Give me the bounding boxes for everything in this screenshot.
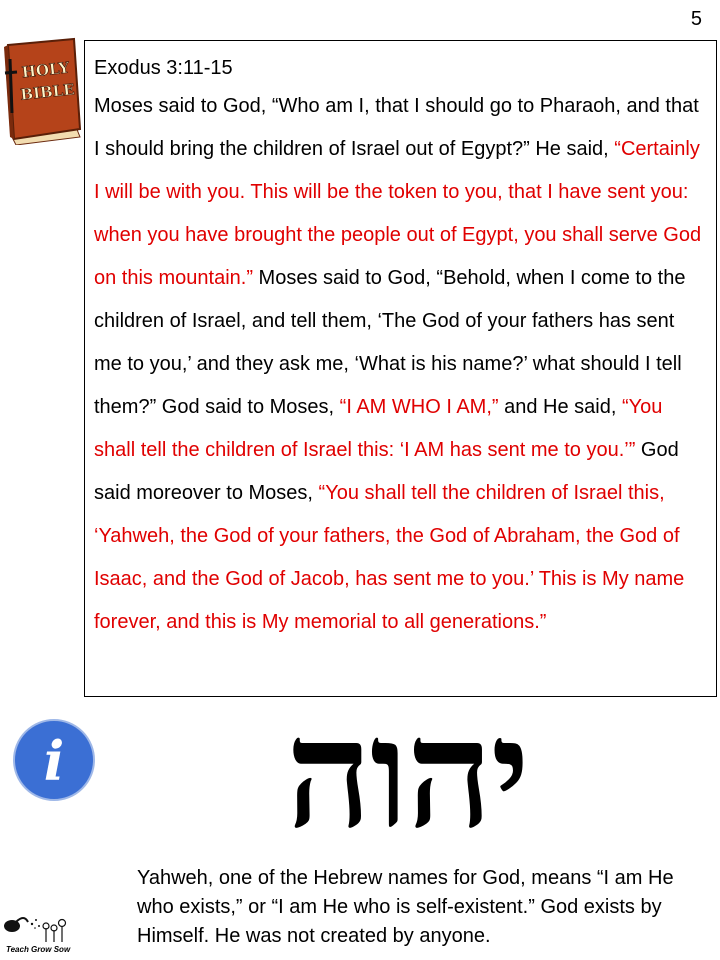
hebrew-name-yhwh: יהוה [285,686,529,862]
scripture-reference: Exodus 3:11-15 [94,57,233,79]
page-number: 5 [690,8,702,30]
passage-segment-red: “You shall tell the children of Israel this, ‘Yahweh, the God of your fathers, the God of Abraham, the God of Isaac, and the God of Jacob, has sent me to you.’ This is My name forever, and this is My memorial to all generations.” [94,482,685,633]
info-icon [12,718,96,802]
bible-label-line1: HOLY [20,58,71,82]
bible-label-line2: BIBLE [19,80,76,104]
passage-segment-red: “I AM WHO I AM,” [339,396,499,418]
scripture-passage [94,85,706,644]
passage-segment: Moses said to God, “Behold, when I come to the children of Israel, and tell them, ‘The God of your fathers has sent me to you,’ and they ask me, ‘What is his name?’ what should I tell them?” God said to Moses, [94,267,686,418]
passage-segment-red: “You shall tell the children of Israel this: ‘I AM has sent me to you.’” [94,396,663,461]
explanation-text: Yahweh, one of the Hebrew names for God, means “I am He who exists,” or “I am He who is self-existent.” God exists by Himself. He was not created by anyone. [137,867,674,947]
info-glyph: i [43,729,65,793]
passage-segment: Moses said to God, “Who am I, that I should go to Pharaoh, and that I should bring the children of Israel out of Egypt?” He said, [94,95,699,160]
scripture-box [84,40,717,697]
passage-segment-red: “Certainly I will be with you. This will be the token to you, that I have sent you: when you have brought the people out of Egypt, you shall serve God on this mountain.” [94,138,702,289]
holy-bible-icon [2,37,86,145]
logo-text: Teach Grow Sow [6,945,71,954]
passage-segment: God said moreover to Moses, [94,439,679,504]
passage-segment: and He said, [498,396,622,418]
